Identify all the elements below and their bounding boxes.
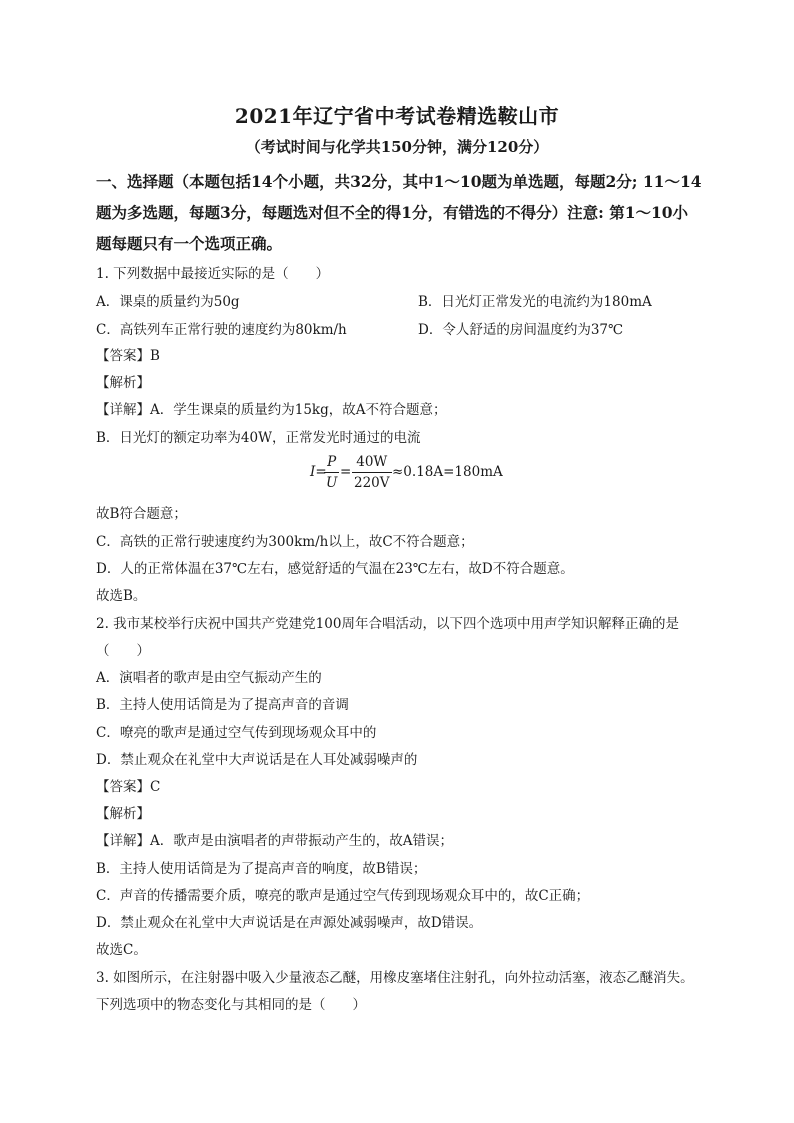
q2-conclusion: 故选C。: [96, 942, 147, 958]
q2-detail-c: C．声音的传播需要介质，嘹亮的歌声是通过空气传到现场观众耳中的，故C正确；: [96, 888, 590, 904]
q1-detail-d: D．人的正常体温在37℃左右，感觉舒适的气温在23℃左右，故D不符合题意。: [96, 561, 574, 577]
q3-stem-end: 下列选项中的物态变化与其相同的是（ ）: [96, 997, 366, 1013]
q1-detail-a: 【详解】A．学生课桌的质量约为15kg，故A不符合题意；: [96, 402, 447, 418]
q2-option-a: A．演唱者的歌声是由空气振动产生的: [96, 670, 322, 686]
q2-detail-b: B．主持人使用话筒是为了提高声音的响度，故B错误；: [96, 861, 427, 877]
q2-option-b: B．主持人使用话筒是为了提高声音的音调: [96, 697, 349, 713]
page-title: 2021年辽宁省中考试卷精选鞍山市: [234, 104, 560, 128]
q2-answer: 【答案】C: [96, 779, 161, 795]
section-heading: 一、选择题（本题包括14个小题，共32分，其中1～10题为单选题，每题2分; 11～14题为多选题，每题3分，每题选对但不全的得1分，有错选的不得分）注意: 第1～10小题每题只有一个选项正确。: [96, 172, 702, 253]
q1-detail-c: C．高铁的正常行驶速度约为300km/h以上，故C不符合题意；: [96, 534, 474, 550]
q1-analysis-label: 【解析】: [96, 375, 150, 391]
q1-answer: 【答案】B: [96, 348, 160, 364]
formula-den: 220V: [354, 475, 390, 491]
q3-stem: 3. 如图所示，在注射器中吸入少量液态乙醚，用橡皮塞堵住注射孔，向外拉动活塞，液态乙醚消失。: [96, 970, 694, 986]
q1-option-c: C．高铁列车正常行驶的速度约为80km/h: [96, 322, 347, 338]
q2-analysis-label: 【解析】: [96, 806, 150, 822]
q2-option-d: D．禁止观众在礼堂中大声说话是在人耳处减弱噪声的: [96, 752, 418, 768]
q1-detail-b: B．日光灯的额定功率为40W，正常发光时通过的电流: [96, 430, 421, 446]
q1-option-d: D．令人舒适的房间温度约为37℃: [418, 322, 624, 338]
formula-eq: =: [340, 464, 352, 480]
formula-lhs: I=: [310, 464, 327, 480]
q1-option-b: B．日光灯正常发光的电流约为180mA: [418, 294, 652, 310]
formula-rhs: ≈0.18A=180mA: [392, 464, 503, 480]
q2-option-c: C．嘹亮的歌声是通过空气传到现场观众耳中的: [96, 725, 377, 741]
formula-num: 40W: [352, 452, 392, 473]
formula-fraction-pu: [324, 452, 339, 493]
q1-stem: 1. 下列数据中最接近实际的是（ ）: [96, 266, 330, 282]
q2-detail-d: D．禁止观众在礼堂中大声说话是在声源处减弱噪声，故D错误。: [96, 915, 483, 931]
q1-option-a: A．课桌的质量约为50g: [96, 294, 240, 310]
q2-stem: 2. 我市某校举行庆祝中国共产党建党100周年合唱活动，以下四个选项中用声学知识解释正确的是: [96, 616, 679, 632]
formula-p: P: [324, 452, 339, 473]
page-subtitle: （考试时间与化学共150分钟，满分120分）: [245, 138, 549, 156]
q2-stem-end: （ ）: [96, 643, 150, 659]
q1-conclusion: 故选B。: [96, 588, 147, 604]
q2-detail-a: 【详解】A．歌声是由演唱者的声带振动产生的，故A错误；: [96, 833, 453, 849]
q1-detail-b2: 故B符合题意；: [96, 506, 187, 522]
formula-u: U: [326, 475, 338, 491]
formula-fraction-values: [352, 452, 392, 493]
q1-formula: [310, 452, 530, 496]
